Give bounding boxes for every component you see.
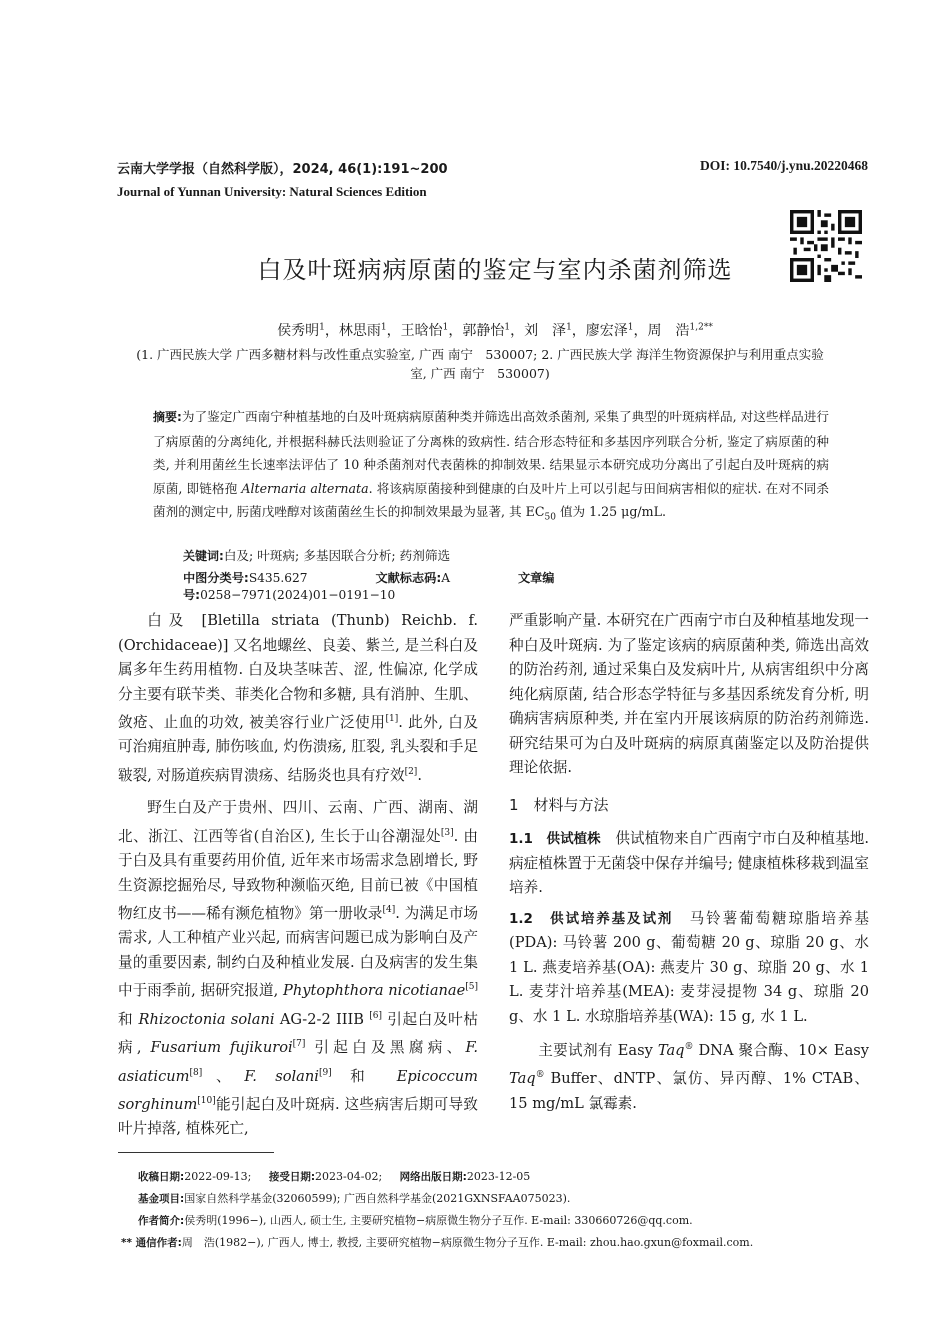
abstract-label: 摘要: xyxy=(153,410,182,424)
left-column xyxy=(118,609,478,1142)
published-label: 网络出版日期: xyxy=(399,1171,467,1183)
footnote-divider xyxy=(118,1152,274,1153)
abstract-text: 为了鉴定广西南宁种植基地的白及叶斑病病原菌种类并筛选出高效杀菌剂, 采集了典型的叶斑病样品, 对这些样品进行了病原菌的分离纯化, 并根据科赫氏法则验证了分离株的致病性. 结合形态特征和多基因序列联合分析, 鉴定了病原菌的种类, 并利用菌丝生长速率法评估了 10 种杀菌剂对代表菌株的抑制效果. 结果显示本研究成功分离出了引起白及叶斑病的病原菌, 即链格孢 xyxy=(153,409,829,496)
citation-ref[interactable]: [1] xyxy=(385,714,399,724)
author-name: 廖宏泽 xyxy=(585,323,628,339)
species-name: F. asiaticum xyxy=(118,1039,478,1085)
accepted-label: 接受日期: xyxy=(268,1171,316,1183)
article-no-label: 文章编号: xyxy=(183,571,555,602)
text: Taq xyxy=(509,1070,536,1088)
abstract-species: Alternaria alternata xyxy=(241,480,369,496)
right-column xyxy=(509,609,869,1116)
author-bio-label: 作者简介: xyxy=(138,1215,185,1227)
author-affiliation-sup: 1 xyxy=(566,322,572,333)
journal-cn-citation: 云南大学学报（自然科学版），2024, 46(1):191~200 xyxy=(117,162,448,177)
paragraph: 主要试剂有 Easy Taq® DNA 聚合酶、10× Easy Taq® Buffer、dNTP、氯仿、异丙醇、1% CTAB、15 mg/mL 氯霉素. xyxy=(509,1041,869,1112)
text: DNA 聚合酶、10× Easy xyxy=(693,1041,869,1059)
paragraph xyxy=(509,827,869,901)
keywords-label: 关键词: xyxy=(183,549,224,563)
species-name: Epicoccum sorghinum xyxy=(118,1067,478,1113)
paragraph xyxy=(509,907,869,1030)
corresponding-text: 周 浩(1982−), 广西人, 博士, 教授, 主要研究植物−病原微生物分子互作. E-mail: zhou.hao.gxun@foxmail.com. xyxy=(181,1236,754,1249)
text: Taq xyxy=(657,1041,685,1059)
author-name: 林思雨 xyxy=(338,323,381,339)
text: 引起白及黑腐病、 xyxy=(305,1039,466,1057)
article-no-value: 0258−7971(2024)01−0191−10 xyxy=(200,588,396,602)
keywords-text: 白及; 叶斑病; 多基因联合分析; 药剂筛选 xyxy=(223,548,451,563)
subsection-heading: 1.2 供试培养基及试剂 xyxy=(509,910,674,927)
text: 和 xyxy=(331,1067,397,1085)
citation-ref[interactable]: [8] xyxy=(189,1067,203,1078)
author-name: 侯秀明 xyxy=(277,323,320,339)
accepted-date: 2023-04-02; xyxy=(315,1170,383,1183)
text: 野生白及产于贵州、四川、云南、广西、湖南、湖北、浙江、江西等省(自治区), 生长于山谷潮湿处 xyxy=(118,799,478,845)
text: 白及 [Bletilla striata (Thunb) Reichb. f. (Orchidaceae)] 又名地螺丝、良姜、紫兰, 是兰科白及属多年生药用植物. 白及块茎味苦、涩, 性偏凉, 化学成分主要有联苄类、菲类化合物和多糖, 具有消肿、生肌、敛疮、止血的功效, 被美容行业广泛使用 xyxy=(118,612,478,731)
abstract-text: . 将该病原菌接种到健康的白及叶片上可以引起与田间病害相似的症状. 在对不同杀菌剂的测定中, 肟菌戊唑醇对该菌菌丝生长的抑制效果最为显著, 其 EC xyxy=(153,480,830,520)
text: 引起白及叶枯病, xyxy=(118,1010,478,1057)
clc-label: 中图分类号: xyxy=(183,571,249,585)
journal-header xyxy=(117,158,868,177)
affiliation: (1. 广西民族大学 广西多糖材料与改性重点实验室, 广西 南宁 530007; 2. 广西民族大学 海洋生物资源保护与利用重点实验室, 广西 南宁 530007) xyxy=(136,347,824,381)
species-name: Rhizoctonia solani xyxy=(138,1010,275,1028)
published-date: 2023-12-05 xyxy=(466,1170,531,1183)
corresponding-author-line xyxy=(121,1232,858,1254)
species-name: Fusarium fujikuroi xyxy=(150,1039,293,1057)
subsection-heading: 1.1 供试植株 xyxy=(509,831,601,847)
author-bio-line xyxy=(138,1210,858,1232)
received-date: 2022-09-13; xyxy=(184,1170,252,1183)
funding-line xyxy=(138,1188,858,1210)
paragraph: 严重影响产量. 本研究在广西南宁市白及种植基地发现一种白及叶斑病. 为了鉴定该病的病原菌种类, 筛选出高效的防治药剂, 通过采集白及发病叶片, 从病害组织中分离纯化病原菌, 结合形态学特征与多基因系统发育分析, 明确病害病原种类, 并在室内开展该病原的防治药剂筛选. 研究结果可为白及叶斑病的病原真菌鉴定以及防治提供理论依据. xyxy=(509,612,869,776)
classification-line xyxy=(183,569,783,603)
author-affiliation-sup: 1 xyxy=(627,322,634,333)
text: AG-2-2 IIIB xyxy=(274,1010,370,1028)
text: . 由于白及具有重要药用价值, 近年来市场需求急剧增长, 野生资源挖掘殆尽, 导致物种濒临灭绝, 目前已被《中国植物红皮书——稀有濒危植物》第一册收录 xyxy=(118,827,478,922)
author-affiliation-sup: 1 xyxy=(504,322,511,333)
footnotes xyxy=(121,1166,858,1254)
paragraph xyxy=(118,796,478,1142)
species-name: F. solani xyxy=(244,1067,319,1085)
citation-ref[interactable]: [7] xyxy=(292,1039,306,1050)
text: 主要试剂有 Easy xyxy=(538,1041,658,1059)
citation-ref[interactable]: [9] xyxy=(318,1067,332,1078)
funding-text: 国家自然科学基金(32060599); 广西自然科学基金(2021GXNSFAA075023). xyxy=(184,1192,571,1205)
text: 和 xyxy=(118,1010,139,1028)
species-name: Phytophthora nicotianae xyxy=(283,982,466,1000)
author-affiliation-sup: 1 xyxy=(380,322,387,333)
paragraph: 白及 [Bletilla striata (Thunb) Reichb. f. (Orchidaceae)] 又名地螺丝、良姜、紫兰, 是兰科白及属多年生药用植物. 白及块茎味苦、涩, 性偏凉, 化学成分主要有联苄类、菲类化合物和多糖, 具有消肿、生肌、敛疮、止血的功效, 被美容行业广泛使用[1]. 此外, 白及可治痈疽肿毒, 肺伤咳血, 灼伤溃疡, 肛裂, 乳头裂和手足皲裂, 对肠道疾病胃溃疡、结肠炎也具有疗效[2]. xyxy=(118,612,478,784)
text: . 为满足市场需求, 人工种植产业兴起, 而病害问题已成为影响白及产量的重要因素, 制约白及种植业发展. 白及病害的发生集中于雨季前, 据研究报道, xyxy=(118,904,478,1000)
text: 能引起白及叶斑病. 这些病害后期可导致叶片掉落, 植株死亡, xyxy=(118,1095,478,1138)
author-name: 王晗怡 xyxy=(400,323,443,339)
journal-en-name: Journal of Yunnan University: Natural Sciences Edition xyxy=(117,184,427,199)
author-name: 周 浩 xyxy=(647,323,690,339)
author-affiliation-sup: 1,2** xyxy=(689,322,713,333)
citation-ref[interactable]: [3] xyxy=(440,827,454,838)
author-affiliation-sup: 1 xyxy=(442,322,449,333)
section-heading: 1 材料与方法 xyxy=(509,795,609,814)
clc-value: S435.627 xyxy=(248,571,308,585)
doc-code-label: 文献标志码: xyxy=(375,571,442,585)
citation-ref[interactable]: [10] xyxy=(197,1095,216,1106)
text: 马铃薯葡萄糖琼脂培养基(PDA): 马铃薯 200 g、葡萄糖 20 g、琼脂 20 g、水 1 L. 燕麦培养基(OA): 燕麦片 30 g、琼脂 20 g、水 1 L. 麦芽汁培养基(MEA): 麦芽浸提物 34 g、琼脂 20 g、水 1 L. 水琼脂培养基(WA): 15 g, 水 1 L. xyxy=(509,909,869,1025)
funding-label: 基金项目: xyxy=(138,1193,185,1205)
text: 、 xyxy=(202,1067,245,1085)
dates-line xyxy=(138,1166,858,1188)
corresponding-label: ** 通信作者: xyxy=(121,1237,182,1249)
author-name: 刘 泽 xyxy=(524,323,567,339)
abstract xyxy=(153,405,829,530)
citation-ref[interactable]: [4] xyxy=(382,905,396,916)
ec-subscript: 50 xyxy=(544,512,556,523)
keywords xyxy=(183,545,450,564)
paper-title: 白及叶斑病病原菌的鉴定与室内杀菌剂筛选 xyxy=(257,256,733,284)
citation-ref[interactable]: [6] xyxy=(369,1010,383,1021)
doc-code-value: A xyxy=(441,571,451,585)
received-label: 收稿日期: xyxy=(138,1171,185,1183)
citation-ref[interactable]: [5] xyxy=(465,982,479,993)
author-bio-text: 侯秀明(1996−), 山西人, 硕士生, 主要研究植物−病原微生物分子互作. E-mail: 330660726@qq.com. xyxy=(184,1214,693,1227)
abstract-text: 值为 1.25 μg/mL. xyxy=(555,504,666,520)
text: Buffer、dNTP、氯仿、异丙醇、1% CTAB、15 mg/mL 氯霉素. xyxy=(509,1070,869,1112)
author-affiliation-sup: 1 xyxy=(319,322,325,333)
doi[interactable]: DOI: 10.7540/j.ynu.20220468 xyxy=(699,158,868,173)
author-list: 侯秀明$^1$，林思雨$^1$，王晗怡$^1$，郭静怡$^1$，刘 泽$^1$，廖宏泽$^1$，周 浩$^{1,2**}$ xyxy=(277,322,713,339)
text: 供试植物来自广西南宁市白及种植基地. 病症植株置于无菌袋中保存并编号; 健康植株移栽到温室培养. xyxy=(509,830,869,896)
citation-ref[interactable]: [2] xyxy=(404,766,418,777)
author-name: 郭静怡 xyxy=(462,323,505,339)
text: . 此外, 白及可治痈疽肿毒, 肺伤咳血, 灼伤溃疡, 肛裂, 乳头裂和手足皲裂, 对肠道疾病胃溃疡、结肠炎也具有疗效 xyxy=(118,713,478,784)
